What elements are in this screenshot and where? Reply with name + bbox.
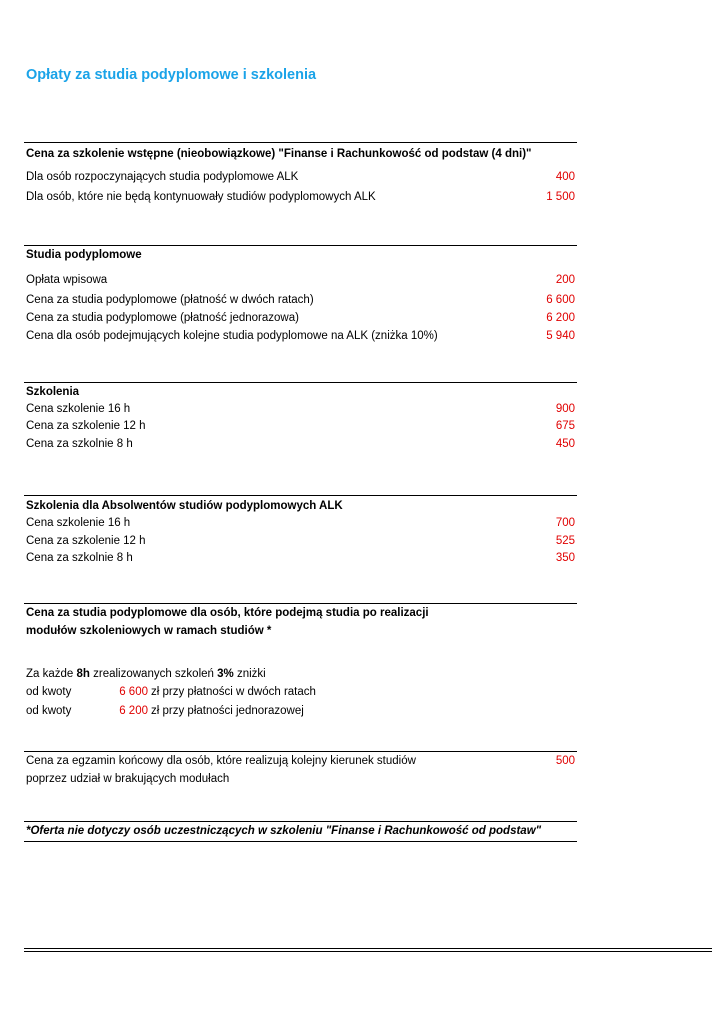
section-divider — [24, 142, 577, 143]
exam-price-label: Cena za egzamin końcowy dla osób, które realizują kolejny kierunek studiów — [26, 755, 416, 767]
discount-row-text: zł przy płatności w dwóch ratach — [151, 686, 316, 698]
section-divider — [24, 751, 577, 752]
section-divider — [24, 382, 577, 383]
price-row-label: Dla osób, które nie będą kontynuowały studiów podyplomowych ALK — [26, 191, 376, 203]
section-divider — [24, 495, 577, 496]
exam-price-label-cont: poprzez udział w brakujących modułach — [26, 773, 230, 785]
price-value: 6 600 — [546, 294, 575, 306]
price-row-label: Dla osób rozpoczynających studia podyplomowe ALK — [26, 171, 299, 183]
price-row-label: Cena za szkolnie 8 h — [26, 438, 133, 450]
price-value: 700 — [555, 517, 575, 529]
price-value: 400 — [555, 171, 575, 183]
price-value: 200 — [555, 274, 575, 286]
page-footer-rule — [24, 948, 712, 952]
price-row-label: Cena za studia podyplomowe (płatność jednorazowa) — [26, 312, 299, 324]
discount-row-amount: 6 600 — [119, 686, 148, 698]
exam-price-value: 500 — [555, 755, 575, 767]
discount-row-text: zł przy płatności jednorazowej — [151, 705, 304, 717]
price-value: 900 — [555, 403, 575, 415]
price-row-label: Cena za szkolenie 12 h — [26, 420, 146, 432]
footnote: *Oferta nie dotyczy osób uczestniczących w szkoleniu "Finanse i Rachunkowość od podstaw" — [26, 825, 542, 837]
section-heading-module-based: Cena za studia podyplomowe dla osób, które podejmą studia po realizacji — [26, 607, 429, 619]
section-heading-trainings: Szkolenia — [26, 386, 80, 398]
price-row-label: Cena za szkolnie 8 h — [26, 552, 133, 564]
discount-middle: zrealizowanych szkoleń — [89, 668, 218, 680]
price-row-label: Opłata wpisowa — [26, 274, 108, 286]
price-value: 1 500 — [546, 191, 575, 203]
section-heading-postgraduate: Studia podyplomowe — [26, 249, 142, 261]
price-value: 350 — [555, 552, 575, 564]
price-row-label: Cena dla osób podejmujących kolejne studia podyplomowe na ALK (zniżka 10%) — [26, 330, 438, 342]
price-value: 5 940 — [546, 330, 575, 342]
footnote-rule-bottom — [24, 841, 577, 842]
price-value: 675 — [555, 420, 575, 432]
section-heading-intro-training: Cena za szkolenie wstępne (nieobowiązkowe) "Finanse i Rachunkowość od podstaw (4 dni)" — [26, 148, 532, 160]
section-heading-module-based-cont: modułów szkoleniowych w ramach studiów * — [26, 625, 272, 637]
discount-hours: 8h — [76, 668, 90, 680]
price-row-label: Cena szkolenie 16 h — [26, 403, 131, 415]
price-row-label: Cena za szkolenie 12 h — [26, 535, 146, 547]
price-row-label: Cena szkolenie 16 h — [26, 517, 131, 529]
discount-row-amount: 6 200 — [119, 705, 148, 717]
price-value: 450 — [555, 438, 575, 450]
section-heading-alumni-trainings: Szkolenia dla Absolwentów studiów podyplomowych ALK — [26, 500, 343, 512]
section-divider — [24, 603, 577, 604]
discount-percent: 3% — [217, 668, 234, 680]
page-title: Opłaty za studia podyplomowe i szkolenia — [26, 67, 317, 83]
section-divider — [24, 245, 577, 246]
discount-suffix: zniżki — [233, 668, 266, 680]
footnote-rule-top — [24, 821, 577, 822]
price-value: 525 — [555, 535, 575, 547]
discount-prefix: Za każde — [26, 668, 77, 680]
price-row-label: Cena za studia podyplomowe (płatność w dwóch ratach) — [26, 294, 314, 306]
price-value: 6 200 — [546, 312, 575, 324]
discount-row-label: od kwoty — [26, 686, 72, 698]
discount-description — [26, 668, 266, 680]
discount-row-label: od kwoty — [26, 705, 72, 717]
